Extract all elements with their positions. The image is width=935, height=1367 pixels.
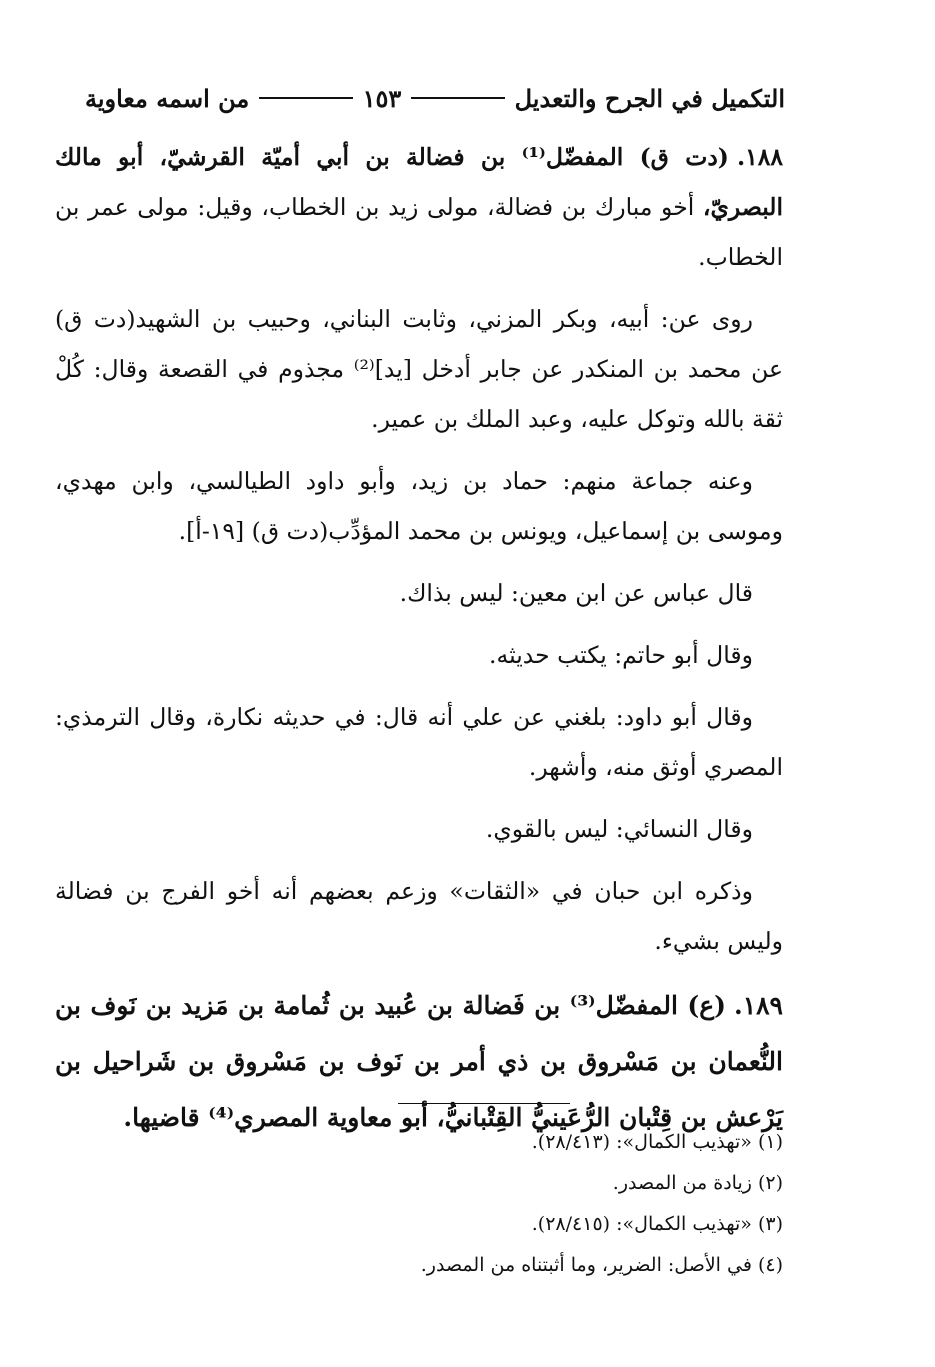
entry-188-first-paragraph [55, 132, 783, 282]
footnote-4: (٤) في الأصل: الضرير، وما أثبتناه من المصدر. [420, 1254, 783, 1276]
header-dash-1 [411, 97, 504, 99]
footnote-separator [398, 1103, 570, 1104]
entry-189-number: ١٨٩. [733, 991, 783, 1020]
entry-188-abu-dawud: وقال أبو داود: بلغني عن علي أنه قال: في حديثه نكارة، وقال الترمذي: المصري أوثق منه، وأشهر. [55, 703, 783, 781]
header-page-number: ١٥٣ [362, 83, 402, 113]
entry-188-abbas: قال عباس عن ابن معين: ليس بذاك. [399, 579, 753, 607]
footnotes [243, 1122, 783, 1286]
running-header [85, 78, 785, 118]
entry-188-anhu: وعنه جماعة منهم: حماد بن زيد، وأبو داود الطيالسي، وابن مهدي، وموسى بن إسماعيل، ويونس بن محمد المؤدِّب(دت ق) [١٩-أ]. [55, 467, 783, 545]
entry-188-line-rest: أخو مبارك بن فضالة، مولى زيد بن الخطاب، وقيل: مولى عمر بن الخطاب. [55, 193, 783, 271]
footnote-2: (٢) زيادة من المصدر. [612, 1172, 783, 1194]
header-title: التكميل في الجرح والتعديل [514, 83, 785, 113]
entry-188-nasai: وقال النسائي: ليس بالقوي. [485, 815, 753, 843]
header-dash-2 [259, 97, 352, 99]
entry-188-heading: (دت ق) المفضّل⁽¹⁾ بن فضالة بن أبي أميّة القرشيّ، أبو مالك البصريّ، [55, 143, 783, 221]
entry-188-abu-hatim: وقال أبو حاتم: يكتب حديثه. [489, 641, 753, 669]
entry-189-text: (ع) المفضّل⁽³⁾ بن فَضالة بن عُبيد بن ثُمامة بن مَزيد بن نَوف بن النُّعمان بن مَسْروق بن ذي أمر بن نَوف بن مَسْروق بن شَراحيل بن يَرْعش بن قِتْبان الرُّعَينيُّ القِتْبانيُّ، أبو معاوية المصري⁽⁴⁾ قاضيها. [55, 991, 783, 1132]
entry-188-riwaya: روى عن: أبيه، وبكر المزني، وثابت البناني، وحبيب بن الشهيد(دت ق) عن محمد بن المنكدر عن جابر أدخل [يد]⁽²⁾ مجذوم في القصعة وقال: كُلْ ثقة بالله وتوكل عليه، وعبد الملك بن عمير. [55, 305, 783, 433]
entry-188-number: ١٨٨. [736, 143, 783, 171]
main-text [55, 132, 783, 1158]
entry-189-paragraph [55, 978, 783, 1146]
footnote-3: (٣) «تهذيب الكمال»: (٢٨/٤١٥). [531, 1213, 783, 1235]
header-section: من اسمه معاوية [84, 83, 250, 113]
footnote-1: (١) «تهذيب الكمال»: (٢٨/٤١٣). [531, 1131, 783, 1153]
entry-188-ibn-hibban: وذكره ابن حبان في «الثقات» وزعم بعضهم أنه أخو الفرج بن فضالة وليس بشيء. [55, 877, 783, 955]
